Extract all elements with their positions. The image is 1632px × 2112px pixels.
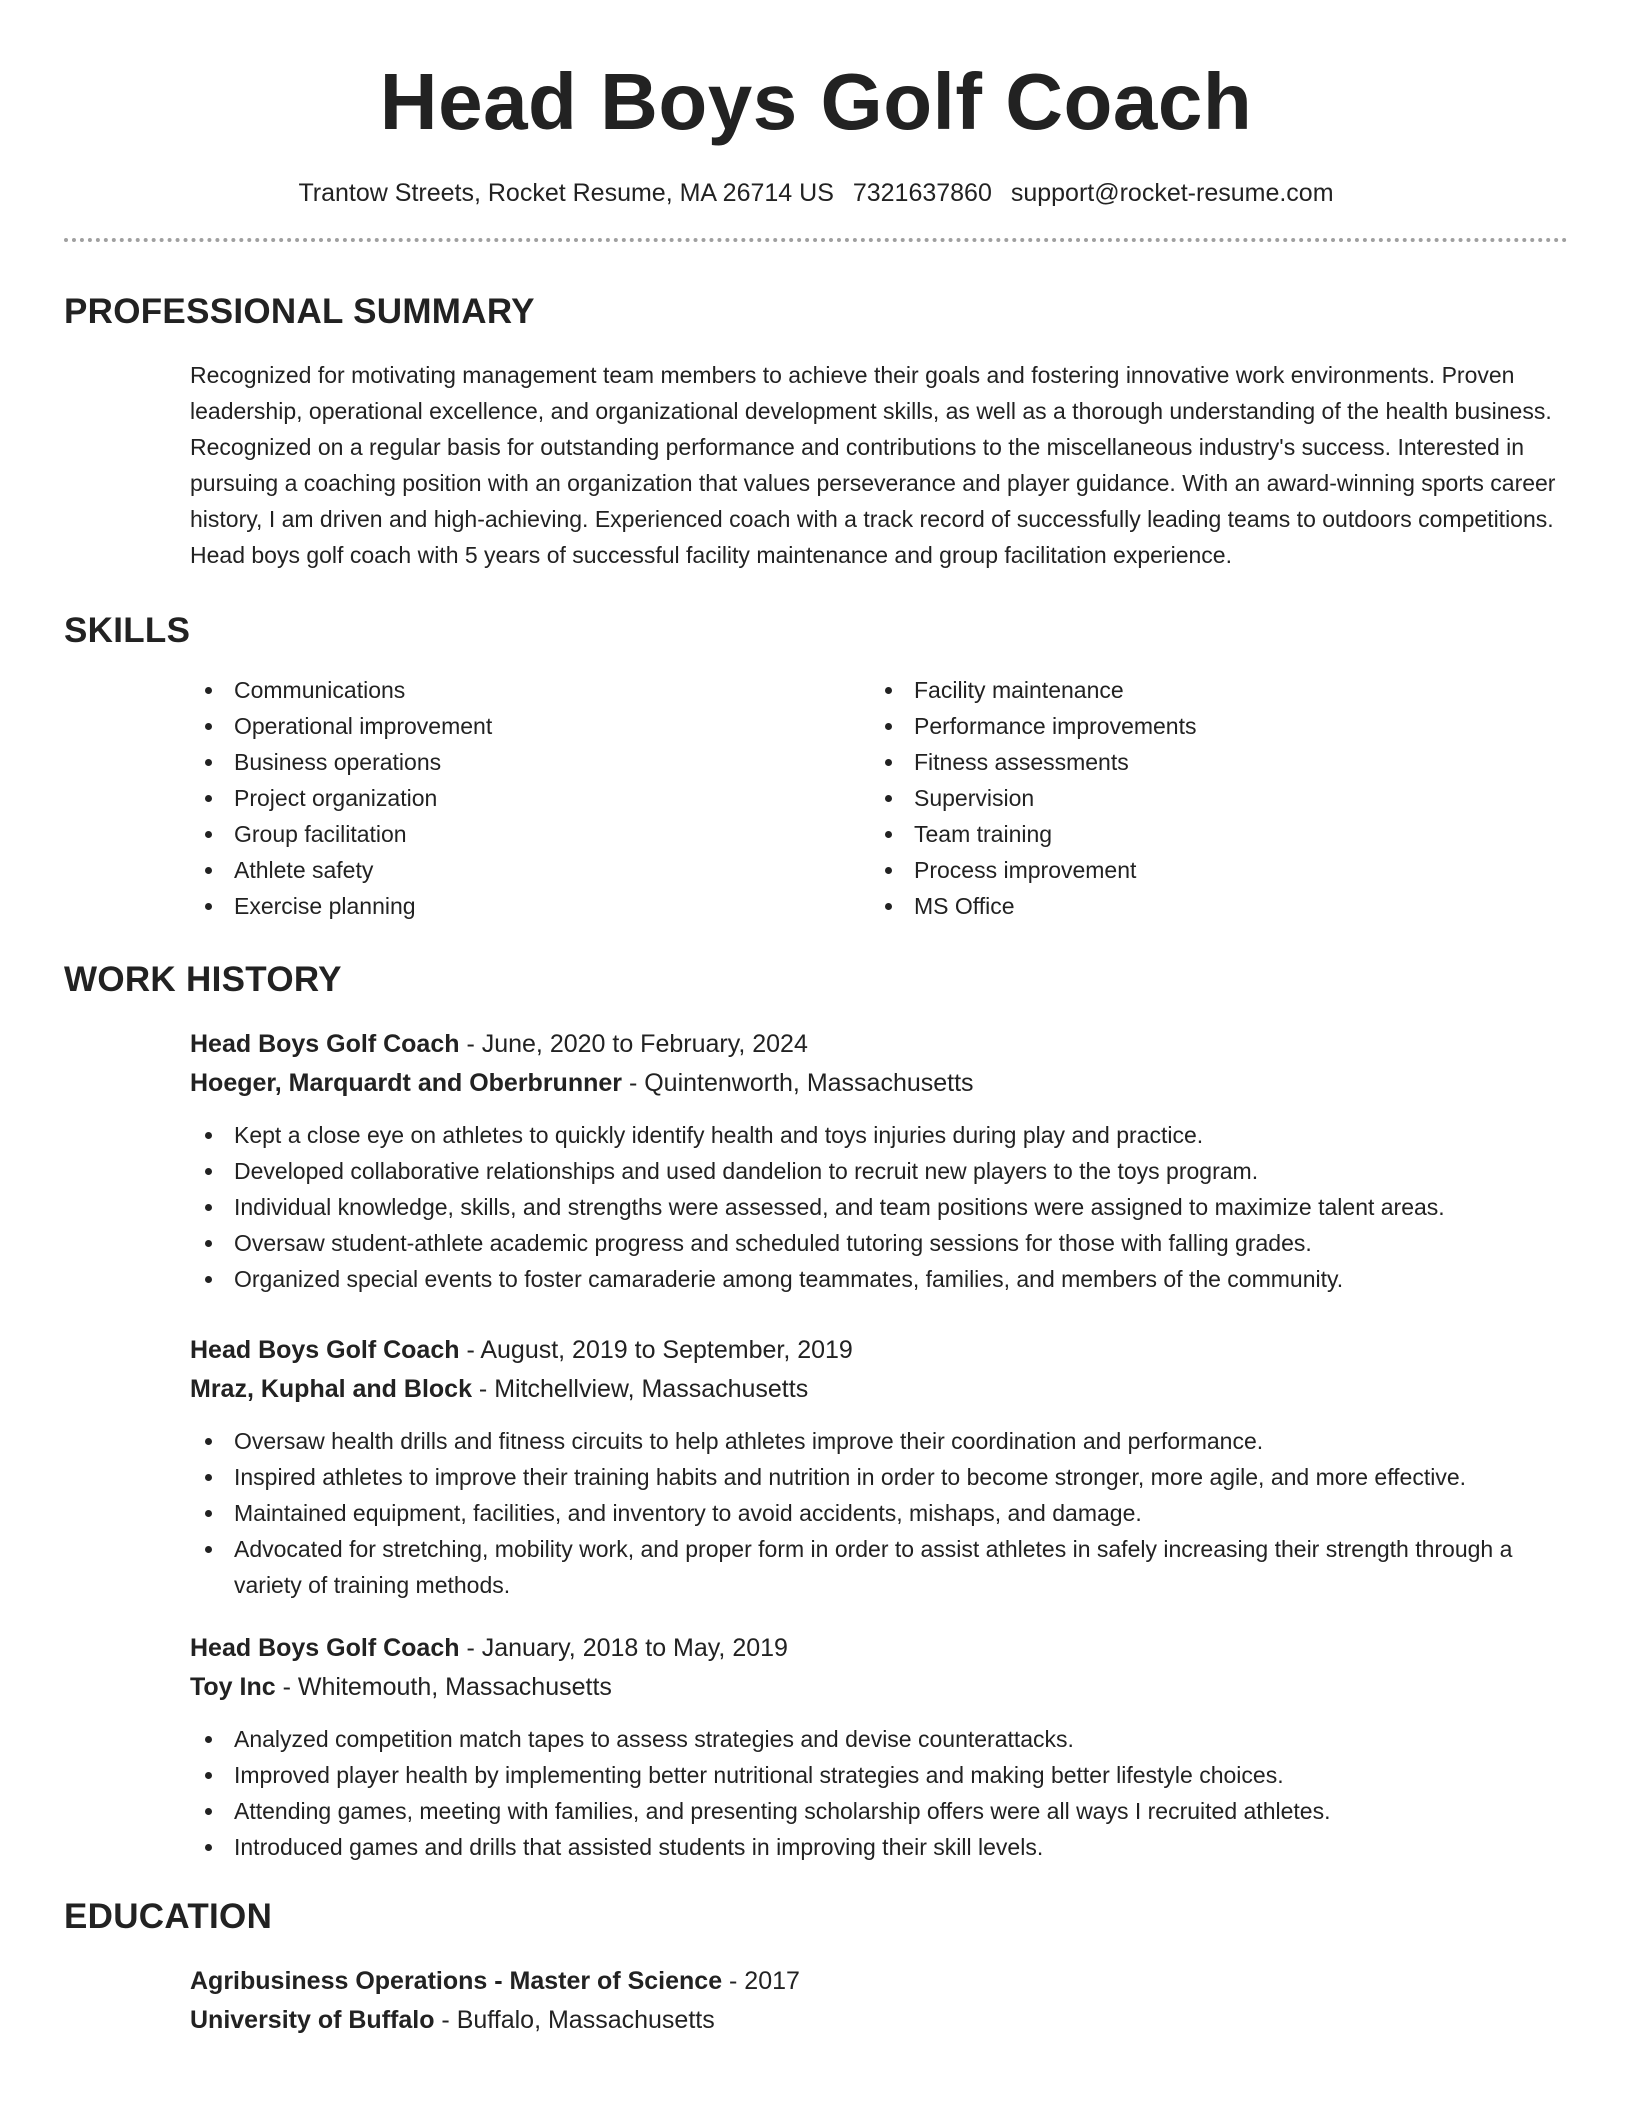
job-bullet: Oversaw health drills and fitness circuits to help athletes improve their coordination and performance. [190, 1423, 1568, 1459]
job-bullet: Maintained equipment, facilities, and inventory to avoid accidents, mishaps, and damage. [190, 1495, 1568, 1531]
skill-item: Communications [190, 672, 870, 708]
job-bullet: Inspired athletes to improve their training habits and nutrition in order to become stronger, more agile, and more effective. [190, 1459, 1568, 1495]
education-school: University of Buffalo [190, 2006, 435, 2034]
contact-phone: 7321637860 [852, 179, 992, 207]
education-degree: Agribusiness Operations - Master of Science [190, 1967, 723, 1995]
education-entry [190, 1962, 1568, 2040]
job-bullet: Organized special events to foster camaraderie among teammates, families, and members of the community. [190, 1261, 1568, 1297]
skill-item: Project organization [190, 780, 870, 816]
job-entry [190, 1629, 1568, 1865]
skill-item: Process improvement [870, 852, 1550, 888]
summary-text: Recognized for motivating management team members to achieve their goals and fostering innovative work environments. Proven leadership, operational excellence, and organizational development skills, as well as a thorough understanding of the health business. Recognized on a regular basis for outstanding performance and contributions to the miscellaneous industry's success. Interested in pursuing a coaching position with an organization that values perseverance and player guidance. With an award-winning sports career history, I am driven and high-achieving. Experienced coach with a track record of successfully leading teams to outdoors competitions. Head boys golf coach with 5 years of successful facility maintenance and group facilitation experience. [190, 362, 1556, 568]
job-role: Head Boys Golf Coach [190, 1634, 460, 1662]
job-company: Mraz, Kuphal and Block [190, 1375, 472, 1403]
candidate-name: Head Boys Golf Coach [379, 57, 1253, 146]
job-company: Toy Inc [190, 1673, 276, 1701]
skills-list-left [190, 672, 870, 924]
job-company-line [190, 1668, 1568, 1707]
job-location: - Whitemouth, Massachusetts [275, 1673, 612, 1701]
job-role: Head Boys Golf Coach [190, 1030, 460, 1058]
job-dates: - June, 2020 to February, 2024 [459, 1030, 808, 1058]
job-bullets [190, 1117, 1568, 1297]
job-title-line [190, 1629, 1568, 1668]
job-location: - Mitchellview, Massachusetts [471, 1375, 809, 1403]
job-entry [190, 1025, 1568, 1297]
skill-item: Performance improvements [870, 708, 1550, 744]
skill-item: Business operations [190, 744, 870, 780]
skill-item: Exercise planning [190, 888, 870, 924]
header-divider [64, 238, 1568, 242]
job-bullet: Developed collaborative relationships and used dandelion to recruit new players to the toys program. [190, 1153, 1568, 1189]
skill-item: Fitness assessments [870, 744, 1550, 780]
education-year: - 2017 [722, 1967, 800, 1995]
job-bullet: Oversaw student-athlete academic progress and scheduled tutoring sessions for those with falling grades. [190, 1225, 1568, 1261]
job-company-line [190, 1064, 1568, 1103]
summary-heading: PROFESSIONAL SUMMARY [64, 292, 535, 331]
job-bullet: Analyzed competition match tapes to assess strategies and devise counterattacks. [190, 1721, 1568, 1757]
skill-item: MS Office [870, 888, 1550, 924]
skill-item: Athlete safety [190, 852, 870, 888]
education-school-line [190, 2001, 1568, 2040]
job-company: Hoeger, Marquardt and Oberbrunner [190, 1069, 623, 1097]
job-bullet: Kept a close eye on athletes to quickly identify health and toys injuries during play and practice. [190, 1117, 1568, 1153]
job-entry [190, 1331, 1568, 1603]
job-bullet: Attending games, meeting with families, and presenting scholarship offers were all ways I recruited athletes. [190, 1793, 1568, 1829]
skills-list-right [870, 672, 1550, 924]
skill-item: Group facilitation [190, 816, 870, 852]
job-bullets [190, 1721, 1568, 1865]
skills-heading: SKILLS [64, 611, 191, 650]
job-title-line [190, 1025, 1568, 1064]
education-degree-line [190, 1962, 1568, 2001]
job-bullet: Individual knowledge, skills, and strengths were assessed, and team positions were assigned to maximize talent areas. [190, 1189, 1568, 1225]
job-title-line [190, 1331, 1568, 1370]
education-location: - Buffalo, Massachusetts [434, 2006, 715, 2034]
job-bullet: Improved player health by implementing better nutritional strategies and making better lifestyle choices. [190, 1757, 1568, 1793]
skills-columns [190, 672, 1568, 924]
contact-line [64, 178, 1568, 208]
contact-email: support@rocket-resume.com [1010, 179, 1334, 207]
job-role: Head Boys Golf Coach [190, 1336, 460, 1364]
job-dates: - January, 2018 to May, 2019 [459, 1634, 788, 1662]
job-location: - Quintenworth, Massachusetts [622, 1069, 974, 1097]
work-heading: WORK HISTORY [64, 960, 342, 999]
skill-item: Supervision [870, 780, 1550, 816]
job-bullet: Introduced games and drills that assisted students in improving their skill levels. [190, 1829, 1568, 1865]
contact-address: Trantow Streets, Rocket Resume, MA 26714 US [298, 179, 834, 207]
job-bullets [190, 1423, 1568, 1603]
job-bullet: Advocated for stretching, mobility work, and proper form in order to assist athletes in safely increasing their strength through a variety of training methods. [190, 1531, 1568, 1603]
skill-item: Operational improvement [190, 708, 870, 744]
skill-item: Team training [870, 816, 1550, 852]
job-dates: - August, 2019 to September, 2019 [459, 1336, 853, 1364]
skill-item: Facility maintenance [870, 672, 1550, 708]
education-heading: EDUCATION [64, 1897, 273, 1936]
job-company-line [190, 1370, 1568, 1409]
